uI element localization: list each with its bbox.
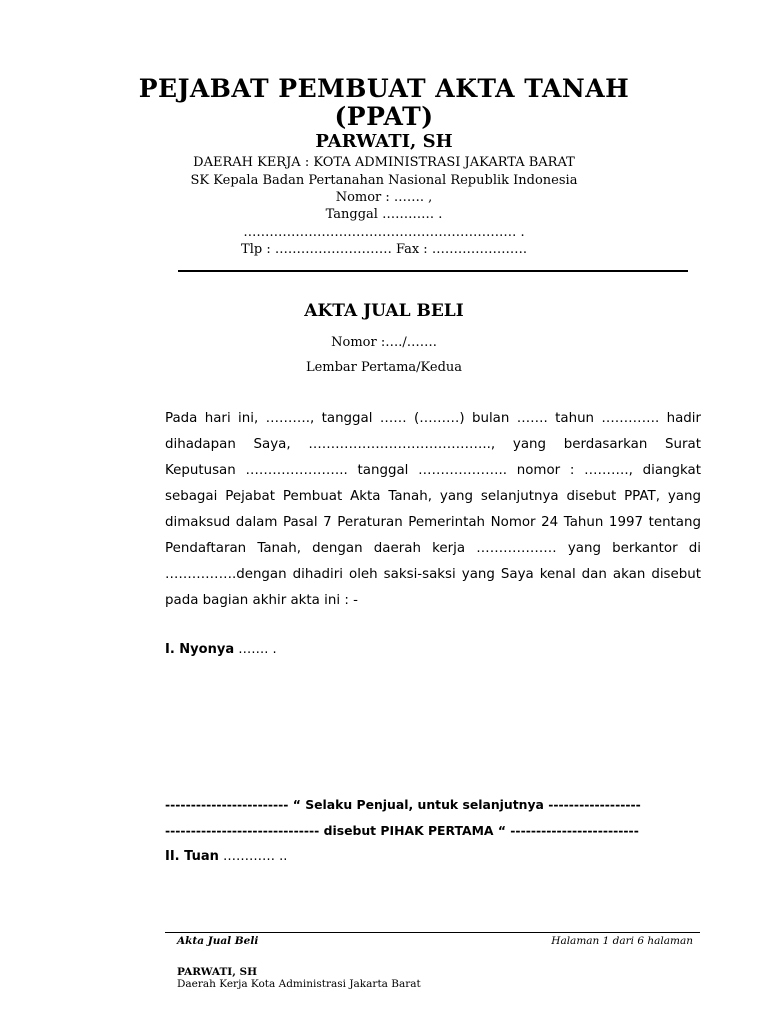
official-name: PARWATI, SH (315, 131, 453, 152)
footer-divider (165, 932, 700, 933)
second-party-label: II. Tuan (165, 849, 219, 864)
seller-clause-line-2: ------------------------------ disebut PIHAK PERTAMA “ ------------------------- (165, 823, 639, 838)
first-party-name-blank: ……. . (234, 642, 277, 657)
office-abbreviation: (PPAT) (334, 102, 434, 131)
footer-work-area: Daerah Kerja Kota Administrasi Jakarta Barat (177, 978, 421, 990)
footer-page-number: Halaman 1 dari 6 halaman (551, 935, 693, 947)
decree-number: Nomor : ……. , (335, 190, 433, 205)
office-address: ……………………………………………………… . (243, 225, 525, 240)
office-title: PEJABAT PEMBUAT AKTA TANAH (138, 74, 630, 103)
second-party (165, 848, 287, 866)
deed-body (165, 406, 701, 614)
footer-official-name: PARWATI, SH (177, 966, 258, 978)
decree-date: Tanggal ………… . (325, 207, 443, 222)
contact-line: Tlp : ……………………… Fax : …………………. (241, 242, 527, 257)
deed-title: AKTA JUAL BELI (304, 301, 464, 321)
first-party (165, 641, 277, 659)
footer-document-title: Akta Jual Beli (177, 935, 259, 947)
seller-clause-line-1: ------------------------ “ Selaku Penjual, untuk selanjutnya ------------------ (165, 797, 641, 812)
deed-sheet: Lembar Pertama/Kedua (305, 360, 463, 375)
work-area: DAERAH KERJA : KOTA ADMINISTRASI JAKARTA BARAT (193, 155, 575, 170)
second-party-name-blank: ………… .. (218, 849, 288, 864)
decree-line: SK Kepala Badan Pertanahan Nasional Republik Indonesia (190, 173, 578, 188)
deed-number: Nomor :…./……. (331, 335, 437, 350)
letterhead-divider (178, 270, 688, 272)
opening-paragraph: Pada hari ini, ………., tanggal …… (………) bulan ……. tahun …………. hadir dihadapan Saya, ………………………………….., yang berdasarkan Surat Keputusan ………………….. tanggal ……………….. nomor : ………., diangkat sebagai Pejabat Pembuat Akta Tanah, yang selanjutnya disebut PPAT, yang dimaksud dalam Pasal 7 Peraturan Pemerintah Nomor 24 Tahun 1997 tentang Pendaftaran Tanah, dengan daerah kerja ……………… yang berkantor di …………….dengan dihadiri oleh saksi-saksi yang Saya kenal dan akan disebut pada bagian akhir akta ini : - (165, 411, 701, 608)
first-party-label: I. Nyonya (165, 642, 235, 657)
